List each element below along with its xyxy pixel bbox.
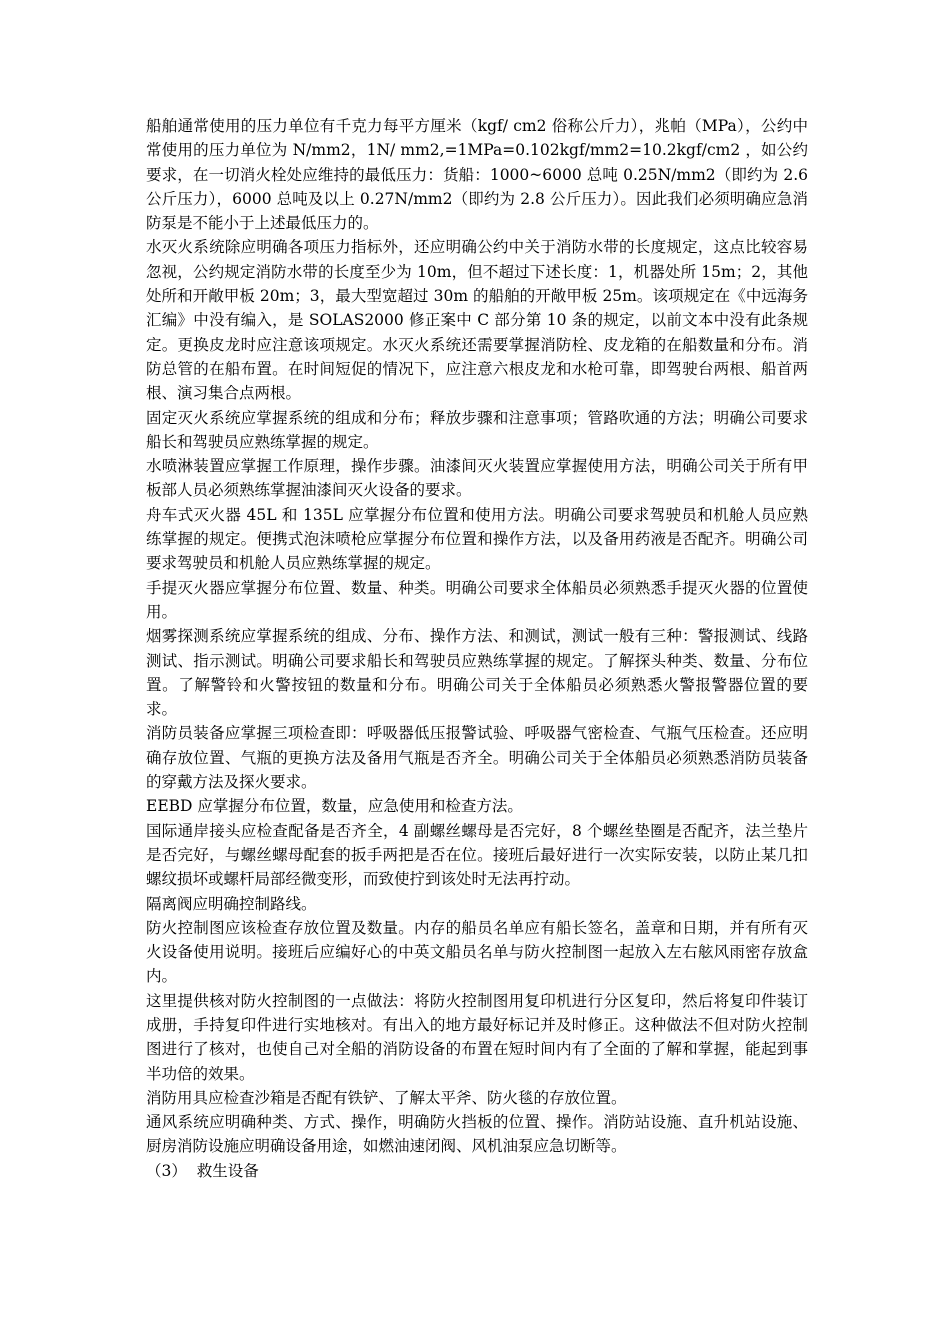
paragraph-fixed-fire-system: 固定灭火系统应掌握系统的组成和分布；释放步骤和注意事项；管路吹通的方法；明确公司要求船长和驾驶员应熟练掌握的规定。 xyxy=(146,408,808,451)
paragraph-smoke-detection: 烟雾探测系统应掌握系统的组成、分布、操作方法、和测试，测试一般有三种：警报测试、线路测试、指示测试。明确公司要求船长和驾驶员应熟练掌握的规定。了解探头种类、数量、分布位置。了解警铃和火警按钮的数量和分布。明确公司关于全体船员必须熟悉火警报警器位置的要求。 xyxy=(146,627,808,719)
paragraph-wheeled-extinguisher: 舟车式灭火器 45L 和 135L 应掌握分布位置和使用方法。明确公司要求驾驶员和机舱人员应熟练掌握的规定。便携式泡沫喷枪应掌握分布位置和操作方法，以及备用药液是否配齐。明确公司要求驾驶员和机舱人员应熟练掌握的规定。 xyxy=(146,505,808,573)
paragraph-isolation-valve: 隔离阀应明确控制路线。 xyxy=(146,894,317,913)
paragraph-fireman-outfit: 消防员装备应掌握三项检查即：呼吸器低压报警试验、呼吸器气密检查、气瓶气压检查。还应明确存放位置、气瓶的更换方法及备用气瓶是否齐全。明确公司关于全体船员必须熟悉消防员装备的穿戴方法及探火要求。 xyxy=(146,724,808,792)
paragraph-eebd: EEBD 应掌握分布位置，数量，应急使用和检查方法。 xyxy=(146,797,523,816)
paragraph-pressure-units: 船舶通常使用的压力单位有千克力每平方厘米（kgf/ cm2 俗称公斤力），兆帕（MPa），公约中常使用的压力单位为 N/mm2，1N/ mm2,=1MPa=0.102kgf/mm2=10.2kgf/cm2 ，如公约要求，在一切消火栓处应维持的最低压力：货船：1000~6000 总吨 0.25N/mm2（即约为 2.6 公斤压力），6000 总吨及以上 0.27N/mm2（即约为 2.8 公斤压力）。因此我们必须明确应急消防泵是不能小于上述最低压力的。 xyxy=(146,117,808,233)
paragraph-shore-connection: 国际通岸接头应检查配备是否齐全，4 副螺丝螺母是否完好，8 个螺丝垫圈是否配齐，法兰垫片是否完好，与螺丝螺母配套的扳手两把是否在位。接班后最好进行一次实际安装，以防止某几扣螺纹损坏或螺杆局部经微变形，而致使拧到该处时无法再拧动。 xyxy=(146,821,808,889)
paragraph-water-spray: 水喷淋装置应掌握工作原理，操作步骤。油漆间灭火装置应掌握使用方法，明确公司关于所有甲板部人员必须熟练掌握油漆间灭火设备的要求。 xyxy=(146,457,808,500)
document-page xyxy=(146,114,808,1183)
paragraph-water-fire-system: 水灭火系统除应明确各项压力指标外，还应明确公约中关于消防水带的长度规定，这点比较容易忽视，公约规定消防水带的长度至少为 10m，但不超过下述长度：1，机器处所 15m；2，其他处所和开敞甲板 20m；3，最大型宽超过 30m 的船舶的开敞甲板 25m。该项规定在《中远海务汇编》中没有编入，是 SOLAS2000 修正案中 C 部分第 10 条的规定，以前文本中没有此条规定。更换皮龙时应注意该项规定。水灭火系统还需要掌握消防栓、皮龙箱的在船数量和分布。消防总管的在船布置。在时间短促的情况下，应注意六根皮龙和水枪可靠，即驾驶台两根、船首两根、演习集合点两根。 xyxy=(146,238,808,403)
paragraph-portable-extinguisher: 手提灭火器应掌握分布位置、数量、种类。明确公司要求全体船员必须熟悉手提灭火器的位置使用。 xyxy=(146,578,808,621)
paragraph-ventilation: 通风系统应明确种类、方式、操作，明确防火挡板的位置、操作。消防站设施、直升机站设施、厨房消防设施应明确设备用途，如燃油速闭阀、风机油泵应急切断等。 xyxy=(146,1113,808,1156)
paragraph-fire-control-plan: 防火控制图应该检查存放位置及数量。内存的船员名单应有船长签名，盖章和日期，并有所有灭火设备使用说明。接班后应编好心的中英文船员名单与防火控制图一起放入左右舷风雨密存放盒内。 xyxy=(146,918,808,986)
paragraph-plan-checking-method: 这里提供核对防火控制图的一点做法：将防火控制图用复印机进行分区复印，然后将复印件装订成册，手持复印件进行实地核对。有出入的地方最好标记并及时修正。这种做法不但对防火控制图进行了核对，也使自己对全船的消防设备的布置在短时间内有了全面的了解和掌握，能起到事半功倍的效果。 xyxy=(146,991,808,1083)
section-heading-life-saving: （3） 救生设备 xyxy=(146,1161,259,1180)
paragraph-fire-tools: 消防用具应检查沙箱是否配有铁铲、了解太平斧、防火毯的存放位置。 xyxy=(146,1088,627,1107)
